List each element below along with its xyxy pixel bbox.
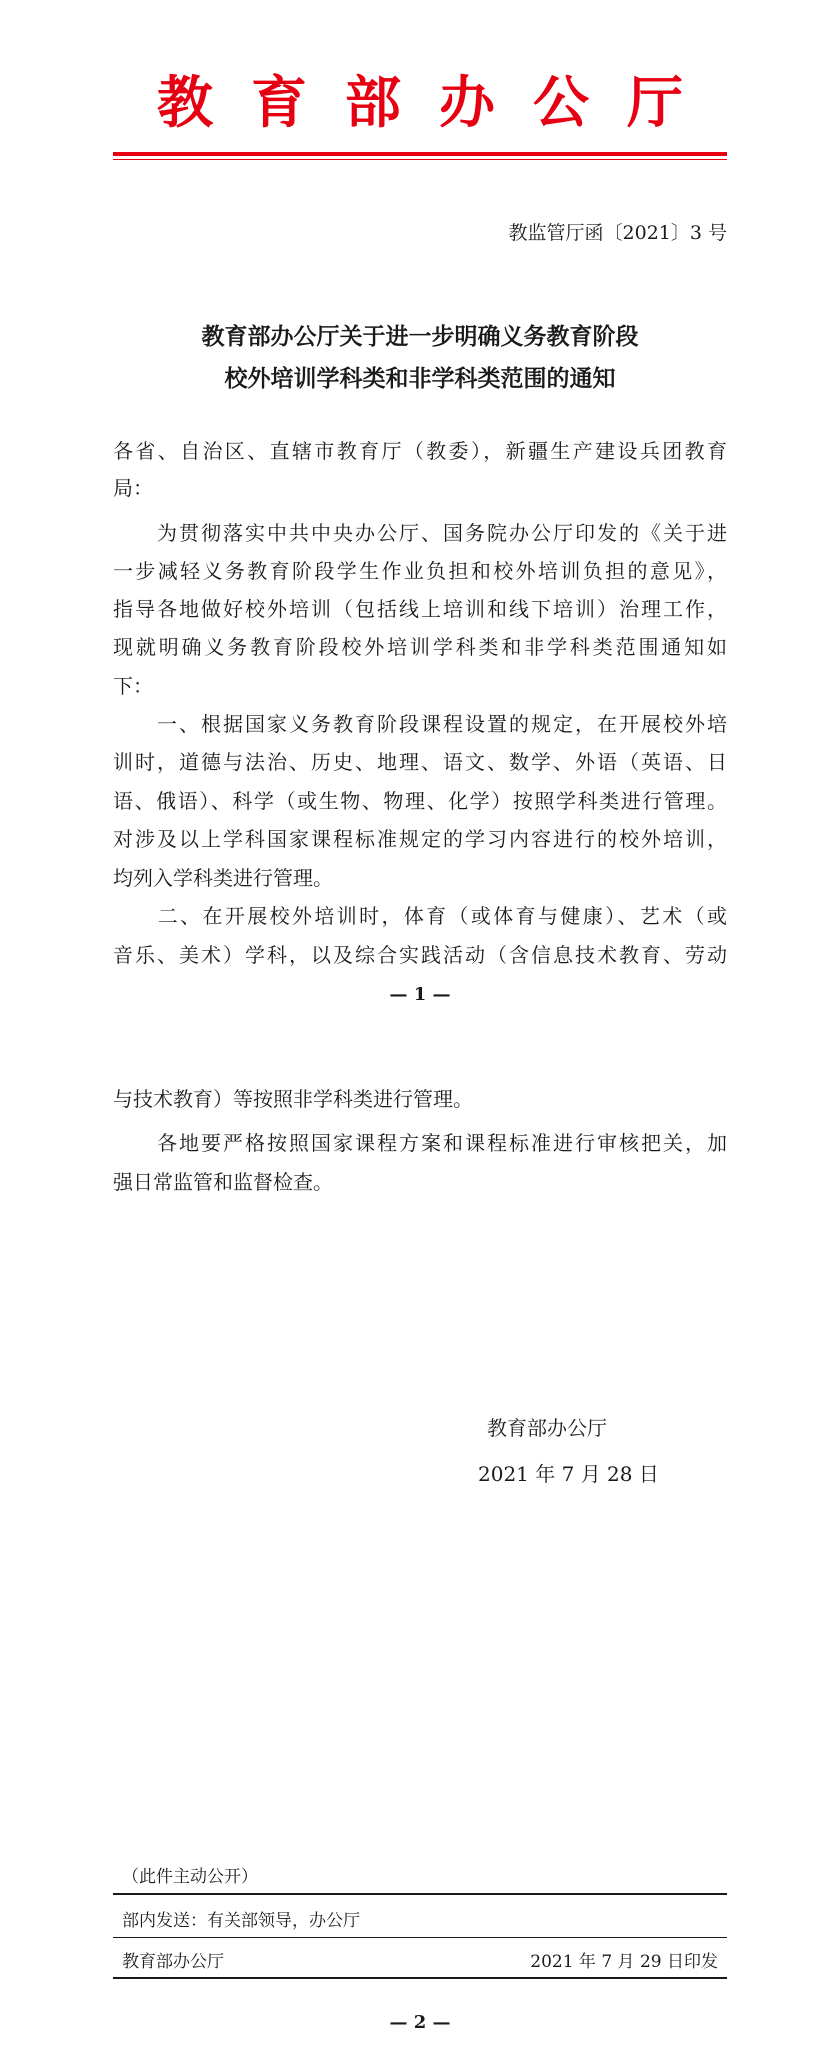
internal-distribution: 部内发送：有关部领导，办公厅 — [122, 1911, 360, 1931]
paragraph-2-line-5: 均列入学科类进行管理。 — [113, 866, 333, 890]
paragraph-3-line-1: 二、在开展校外培训时，体育（或体育与健康）、艺术（或 — [113, 904, 727, 928]
paragraph-2-line-2: 训时，道德与法治、历史、地理、语文、数学、外语（英语、日 — [113, 750, 727, 774]
paragraph-3-line-2: 音乐、美术）学科，以及综合实践活动（含信息技术教育、劳动 — [113, 943, 727, 967]
letterhead-issuer-title: 教育部办公厅 — [157, 70, 721, 136]
print-date: 2021 年 7 月 29 日印发 — [530, 1952, 718, 1972]
footer-rule-top — [113, 1893, 727, 1895]
footer-rule-middle — [113, 1937, 727, 1938]
letterhead-red-rule-thick — [113, 152, 727, 156]
addressee-line-1: 各省、自治区、直辖市教育厅（教委），新疆生产建设兵团教育 — [113, 439, 727, 463]
paragraph-1-line-3: 指导各地做好校外培训（包括线上培训和线下培训）治理工作， — [113, 597, 727, 621]
paragraph-4-line-2: 强日常监管和监督检查。 — [113, 1170, 333, 1194]
printing-office: 教育部办公厅 — [122, 1952, 224, 1972]
document-title-line-2: 校外培训学科类和非学科类范围的通知 — [224, 365, 616, 392]
paragraph-1-line-4: 现就明确义务教育阶段校外培训学科类和非学科类范围通知如 — [113, 635, 727, 659]
paragraph-2-line-3: 语、俄语）、科学（或生物、物理、化学）按照学科类进行管理。 — [113, 789, 727, 813]
signature-issuer: 教育部办公厅 — [487, 1416, 607, 1440]
signature-date: 2021 年 7 月 28 日 — [478, 1462, 659, 1486]
paragraph-2-line-4: 对涉及以上学科国家课程标准规定的学习内容进行的校外培训， — [113, 827, 727, 851]
paragraph-3-line-3: 与技术教育）等按照非学科类进行管理。 — [113, 1087, 473, 1111]
paragraph-4-line-1: 各地要严格按照国家课程方案和课程标准进行审核把关，加 — [113, 1131, 727, 1155]
letterhead-red-rule-thin — [113, 159, 727, 160]
disclosure-note: （此件主动公开） — [122, 1867, 258, 1887]
page-number-2: — 2 — — [389, 2012, 451, 2033]
paragraph-1-line-1: 为贯彻落实中共中央办公厅、国务院办公厅印发的《关于进 — [113, 521, 727, 545]
paragraph-1-line-5: 下： — [113, 674, 153, 698]
document-title-line-1: 教育部办公厅关于进一步明确义务教育阶段 — [201, 323, 639, 350]
page-number-1: — 1 — — [389, 984, 451, 1005]
letterhead — [113, 66, 727, 166]
paragraph-1-line-2: 一步减轻义务教育阶段学生作业负担和校外培训负担的意见》， — [113, 559, 727, 583]
paragraph-2-line-1: 一、根据国家义务教育阶段课程设置的规定，在开展校外培 — [113, 712, 727, 736]
footer-rule-bottom — [113, 1977, 727, 1979]
document-number: 教监管厅函〔2021〕3 号 — [508, 222, 727, 244]
addressee-line-2: 局： — [113, 476, 153, 500]
